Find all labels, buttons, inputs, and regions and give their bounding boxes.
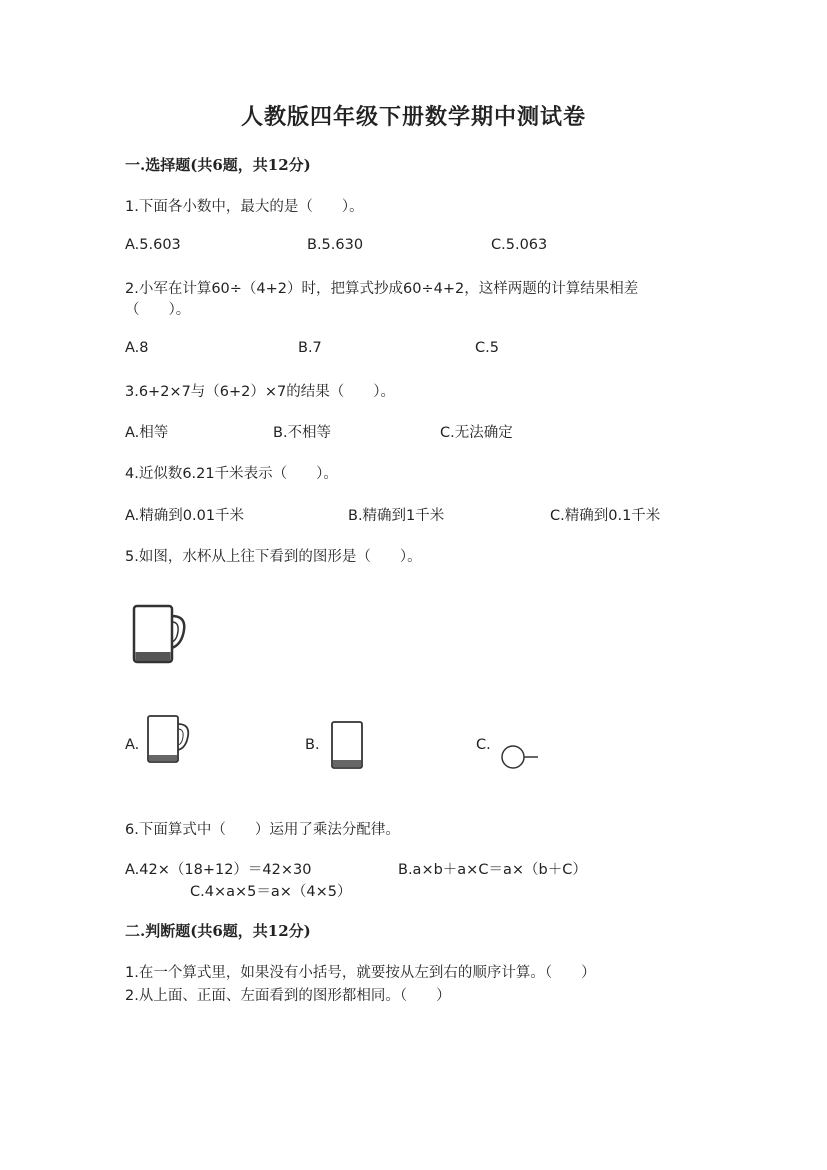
question-4-option-c: C.精确到0.1千米 [550, 508, 661, 524]
question-3-option-c: C.无法确定 [440, 425, 513, 441]
question-1-option-b: B.5.630 [307, 237, 364, 253]
cylinder-front-view-icon [330, 718, 366, 772]
circle-top-view-icon [500, 744, 542, 772]
question-4-option-b: B.精确到1千米 [348, 508, 445, 524]
question-2-option-a: A.8 [125, 340, 149, 356]
question-6-option-c: C.4×a×5＝a×（4×5） [190, 884, 352, 900]
question-4-option-a: A.精确到0.01千米 [125, 508, 245, 524]
question-3-text: 3.6+2×7与（6+2）×7的结果（ ）。 [125, 384, 396, 400]
question-2-option-c: C.5 [475, 340, 499, 356]
question-5-option-a: A. [125, 737, 140, 753]
question-1-option-a: A.5.603 [125, 237, 181, 253]
cup-side-view-icon [146, 712, 194, 764]
question-5-option-b: B. [305, 737, 320, 753]
question-1-option-c: C.5.063 [491, 237, 548, 253]
judgement-question-2: 2.从上面、正面、左面看到的图形都相同。（ ） [125, 988, 451, 1004]
section-heading-judgement: 二.判断题(共6题，共12分) [125, 922, 311, 940]
judgement-question-1: 1.在一个算式里，如果没有小括号，就要按从左到右的顺序计算。（ ） [125, 965, 596, 981]
mug-illustration [130, 602, 190, 666]
section-heading-choice: 一.选择题(共6题，共12分) [125, 156, 311, 174]
page-title: 人教版四年级下册数学期中测试卷 [240, 104, 586, 130]
question-2-option-b: B.7 [298, 340, 322, 356]
question-6-option-b: B.a×b＋a×C＝a×（b＋C） [398, 862, 587, 878]
question-6-text: 6.下面算式中（ ）运用了乘法分配律。 [125, 822, 400, 838]
question-3-option-a: A.相等 [125, 425, 169, 441]
question-5-text: 5.如图，水杯从上往下看到的图形是（ ）。 [125, 549, 422, 565]
question-1-text: 1.下面各小数中，最大的是（ ）。 [125, 199, 364, 215]
question-2-text-line2: （ ）。 [125, 302, 191, 318]
question-4-text: 4.近似数6.21千米表示（ ）。 [125, 466, 338, 482]
question-5-option-c: C. [476, 737, 491, 753]
question-6-option-a: A.42×（18+12）＝42×30 [125, 862, 312, 878]
question-2-text-line1: 2.小军在计算60÷（4+2）时，把算式抄成60÷4+2，这样两题的计算结果相差 [125, 281, 639, 297]
question-3-option-b: B.不相等 [273, 425, 332, 441]
